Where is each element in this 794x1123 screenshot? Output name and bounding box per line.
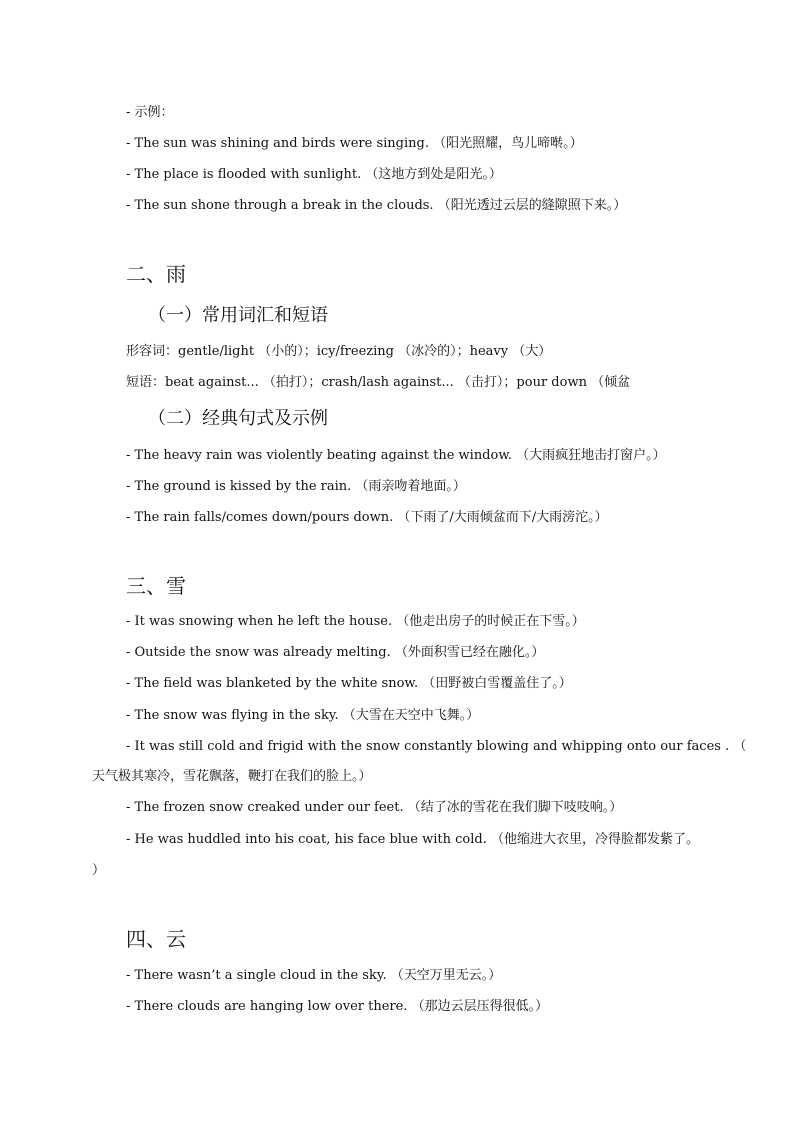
sun-example-2: - The place is flooded with sunlight. （这地方到处是阳光。） [126,167,502,182]
snow-example-7-line1: - He was huddled into his coat, his face blue with cold. （他缩进大衣里，冷得脸都发紫了。 [126,832,700,847]
rain-phrases: 短语：beat against... （拍打）；crash/lash against... （击打）；pour down （倾盆 [126,375,631,390]
sun-example-3: - The sun shone through a break in the clouds. （阳光透过云层的缝隙照下来。） [126,198,627,213]
snow-example-3: - The field was blanketed by the white snow. （田野被白雪覆盖住了。） [126,676,572,691]
subheading-vocabulary: （一）常用词汇和短语 [148,305,328,326]
cloud-example-1: - There wasn’t a single cloud in the sky. （天空万里无云。） [126,968,502,983]
snow-example-4: - The snow was flying in the sky. （大雪在天空中飞舞。） [126,708,480,723]
rain-example-3: - The rain falls/comes down/pours down. （下雨了/大雨倾盆而下/大雨滂沱。） [126,510,608,525]
examples-label: - 示例： [126,105,174,120]
section-heading-cloud: 四、云 [126,927,186,951]
snow-example-6: - The frozen snow creaked under our feet. （结了冰的雪花在我们脚下吱吱响。） [126,800,623,815]
snow-example-1: - It was snowing when he left the house. （他走出房子的时候正在下雪。） [126,614,585,629]
cloud-example-2: - There clouds are hanging low over there. （那边云层压得很低。） [126,999,549,1014]
rain-adjectives: 形容词：gentle/light （小的）；icy/freezing （冰冷的）；heavy （大） [126,344,552,359]
snow-example-5-line2: 天气极其寒冷，雪花飘落，鞭打在我们的脸上。） [92,769,372,784]
subheading-sentences: （二）经典句式及示例 [148,408,328,429]
rain-example-1: - The heavy rain was violently beating against the window. （大雨疯狂地击打窗户。） [126,448,666,463]
snow-example-5-line1: - It was still cold and frigid with the snow constantly blowing and whipping onto our faces . （ [126,739,747,754]
snow-example-2: - Outside the snow was already melting. （外面积雪已经在融化。） [126,645,545,660]
sun-example-1: - The sun was shining and birds were singing. （阳光照耀，鸟儿啼啭。） [126,136,583,151]
section-heading-rain: 二、雨 [126,262,186,286]
rain-example-2: - The ground is kissed by the rain. （雨亲吻着地面。） [126,479,466,494]
section-heading-snow: 三、雪 [126,574,186,598]
snow-example-7-line2: ） [92,863,106,878]
